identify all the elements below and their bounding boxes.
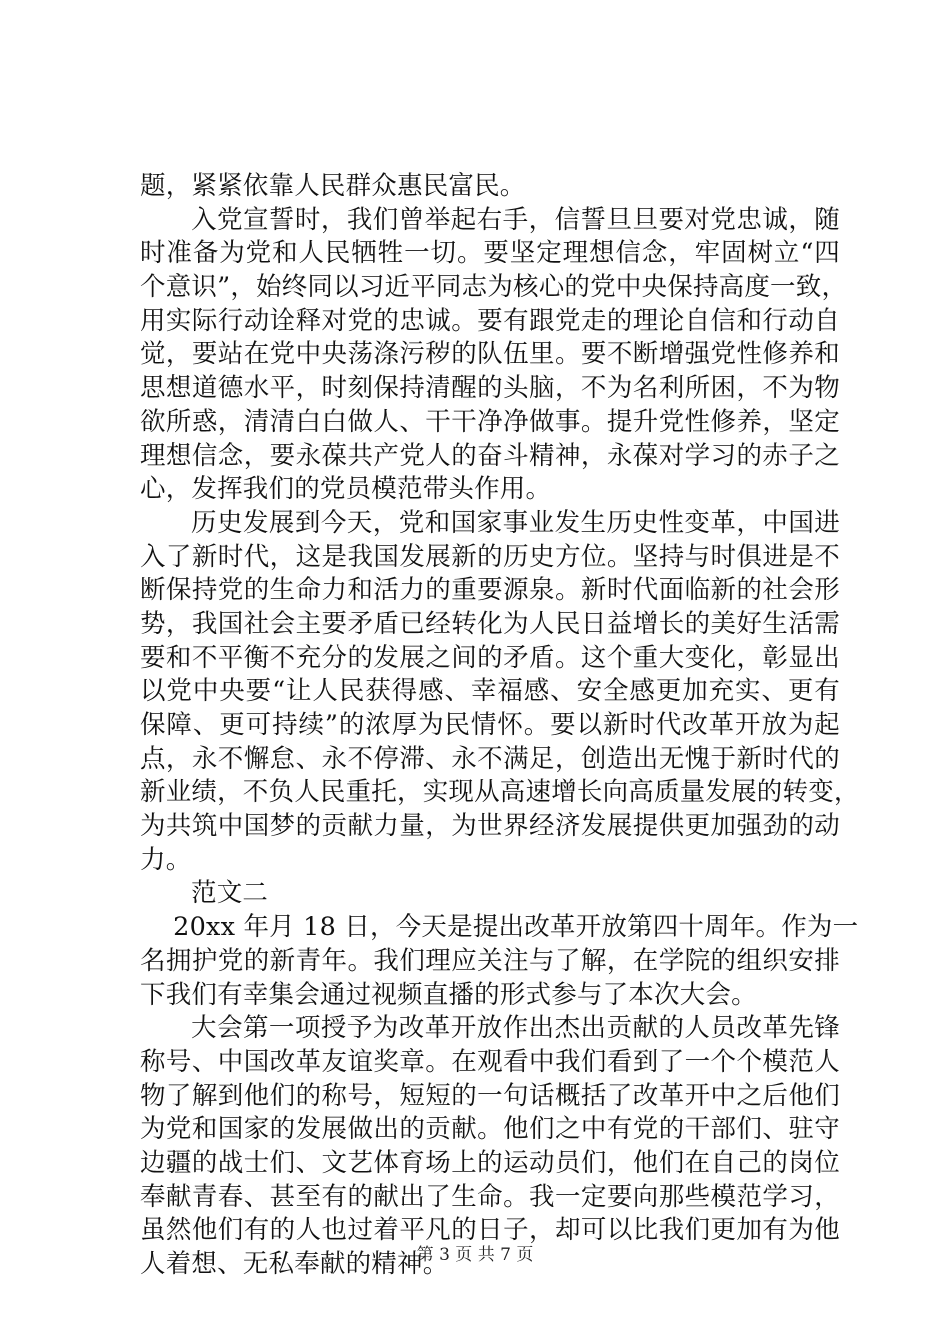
text-line: 要和不平衡不充分的发展之间的矛盾。这个重大变化，彰显出: [140, 642, 840, 673]
text-line: 用实际行动诠释对党的忠诚。要有跟党走的理论自信和行动自: [140, 305, 840, 336]
text-line: 欲所惑，清清白白做人、干干净净做事。提升党性修养，坚定: [140, 406, 840, 437]
text-line: 名拥护党的新青年。我们理应关注与了解，在学院的组织安排: [140, 945, 840, 976]
text-line: 以党中央要“让人民获得感、幸福感、安全感更加充实、更有: [140, 676, 840, 707]
page-number-footer: 第 3 页 共 7 页: [416, 1245, 534, 1265]
text-line: 力。: [140, 844, 192, 875]
text-line: 保障、更可持续”的浓厚为民情怀。要以新时代改革开放为起: [140, 710, 840, 740]
text-line: 称号、中国改革友谊奖章。在观看中我们看到了一个个模范人: [140, 1046, 840, 1077]
text-line: 历史发展到今天，党和国家事业发生历史性变革，中国进: [191, 507, 840, 538]
text-line: 20xx 年月 18 日，今天是提出改革开放第四十周年。作为一: [173, 912, 859, 943]
text-line: 思想道德水平，时刻保持清醒的头脑，不为名利所困，不为物: [140, 373, 840, 404]
text-line: 人着想、无私奉献的精神。: [140, 1249, 449, 1279]
document-body: [140, 170, 860, 1282]
text-line: 为共筑中国梦的贡献力量，为世界经济发展提供更加强劲的动: [140, 811, 840, 842]
text-line: 下我们有幸集会通过视频直播的形式参与了本次大会。: [140, 979, 757, 1010]
text-line: 大会第一项授予为改革开放作出杰出贡献的人员改革先锋: [191, 1013, 840, 1044]
text-line: 点，永不懈怠、永不停滞、永不满足，创造出无愧于新时代的: [140, 743, 840, 774]
text-line: 心，发挥我们的党员模范带头作用。: [140, 474, 552, 505]
text-line: 个意识”，始终同以习近平同志为核心的党中央保持高度一致，: [140, 272, 848, 303]
text-line: 觉，要站在党中央荡涤污秽的队伍里。要不断增强党性修养和: [140, 339, 840, 370]
text-line: 势，我国社会主要矛盾已经转化为人民日益增长的美好生活需: [140, 608, 840, 639]
text-line: 奉献青春、甚至有的献出了生命。我一定要向那些模范学习，: [140, 1181, 840, 1212]
text-line: 题，紧紧依靠人民群众惠民富民。: [140, 171, 526, 201]
text-line: 断保持党的生命力和活力的重要源泉。新时代面临新的社会形: [140, 575, 840, 606]
text-line: 理想信念，要永葆共产党人的奋斗精神，永葆对学习的赤子之: [140, 440, 840, 471]
text-line: 虽然他们有的人也过着平凡的日子，却可以比我们更加有为他: [140, 1215, 840, 1246]
text-line: 范文二: [191, 878, 269, 909]
text-line: 物了解到他们的称号，短短的一句话概括了改革开中之后他们: [140, 1080, 840, 1111]
text-line: 为党和国家的发展做出的贡献。他们之中有党的干部们、驻守: [140, 1114, 840, 1145]
text-line: 边疆的战士们、文艺体育场上的运动员们，他们在自己的岗位: [140, 1147, 840, 1178]
text-line: 入了新时代，这是我国发展新的历史方位。坚持与时俱进是不: [140, 541, 840, 572]
text-line: 新业绩，不负人民重托，实现从高速增长向高质量发展的转变，: [140, 777, 860, 808]
text-line: 入党宣誓时，我们曾举起右手，信誓旦旦要对党忠诚，随: [191, 204, 840, 235]
text-line: 时准备为党和人民牺牲一切。要坚定理想信念，牢固树立“四: [140, 238, 840, 269]
